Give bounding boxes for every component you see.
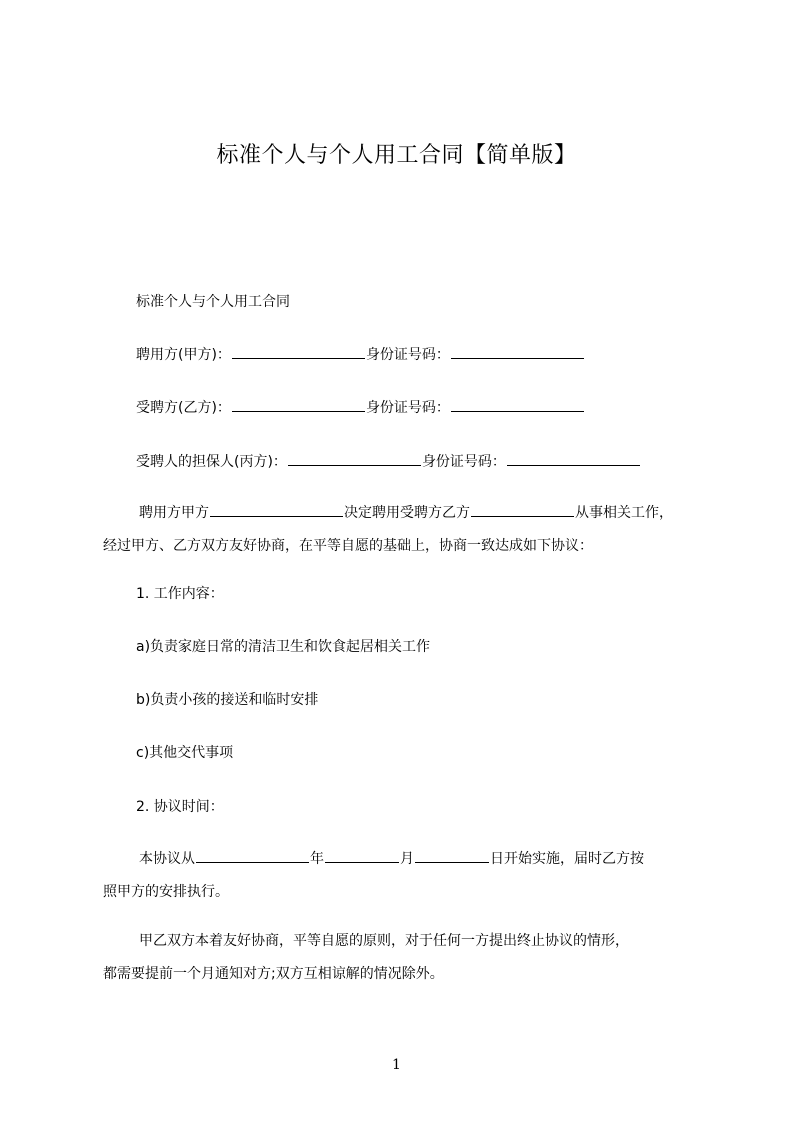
party-b-label: 受聘方(乙方)： — [136, 400, 231, 416]
section-2-heading: 2. 协议时间： — [136, 799, 224, 815]
term-part-1: 本协议从 — [139, 851, 195, 867]
termination-paragraph — [103, 925, 703, 991]
intro-paragraph — [103, 497, 703, 563]
intro-party-b-blank[interactable] — [471, 502, 574, 517]
month-blank[interactable] — [415, 848, 489, 863]
party-c-id-blank[interactable] — [507, 451, 640, 466]
party-b-id-label: 身份证号码： — [365, 400, 450, 416]
party-a-line — [136, 344, 585, 365]
term-line-2: 照甲方的安排执行。 — [103, 884, 229, 900]
intro-part-3: 从事相关工作， — [575, 505, 673, 521]
section-1-item-c: c)其他交代事项 — [136, 745, 234, 761]
intro-line-2: 经过甲方、乙方双方友好协商，在平等自愿的基础上，协商一致达成如下协议： — [103, 538, 593, 554]
intro-part-1: 聘用方甲方 — [139, 505, 209, 521]
term-year-label: 年 — [310, 851, 324, 867]
party-c-name-blank[interactable] — [288, 451, 421, 466]
term-month-label: 月 — [400, 851, 414, 867]
party-a-name-blank[interactable] — [232, 344, 365, 359]
intro-part-2: 决定聘用受聘方乙方 — [344, 505, 470, 521]
term-part-2: 日开始实施，届时乙方按 — [490, 851, 644, 867]
party-a-id-blank[interactable] — [451, 344, 584, 359]
party-a-id-label: 身份证号码： — [365, 347, 450, 363]
party-b-id-blank[interactable] — [451, 397, 584, 412]
start-date-blank[interactable] — [196, 848, 309, 863]
party-a-label: 聘用方(甲方)： — [136, 347, 231, 363]
party-c-label: 受聘人的担保人(丙方)： — [136, 454, 287, 470]
page-number: 1 — [392, 1057, 401, 1073]
party-b-name-blank[interactable] — [232, 397, 365, 412]
party-c-id-label: 身份证号码： — [421, 454, 506, 470]
term-paragraph — [103, 843, 703, 909]
section-1-item-b: b)负责小孩的接送和临时安排 — [136, 692, 319, 708]
contract-subtitle: 标准个人与个人用工合同 — [136, 294, 290, 310]
document-title: 标准个人与个人用工合同【简单版】 — [216, 143, 577, 168]
termination-line-1: 甲乙双方本着友好协商，平等自愿的原则，对于任何一方提出终止协议的情形， — [139, 933, 629, 949]
party-c-line — [136, 451, 641, 472]
section-1-item-a: a)负责家庭日常的清洁卫生和饮食起居相关工作 — [136, 639, 431, 655]
party-b-line — [136, 397, 585, 418]
term-line-1 — [103, 843, 703, 876]
intro-party-a-blank[interactable] — [210, 502, 343, 517]
termination-line-2: 都需要提前一个月通知对方;双方互相谅解的情况除外。 — [103, 966, 444, 982]
year-blank[interactable] — [325, 848, 399, 863]
intro-line-1 — [103, 497, 703, 530]
section-1-heading: 1. 工作内容： — [136, 586, 224, 602]
